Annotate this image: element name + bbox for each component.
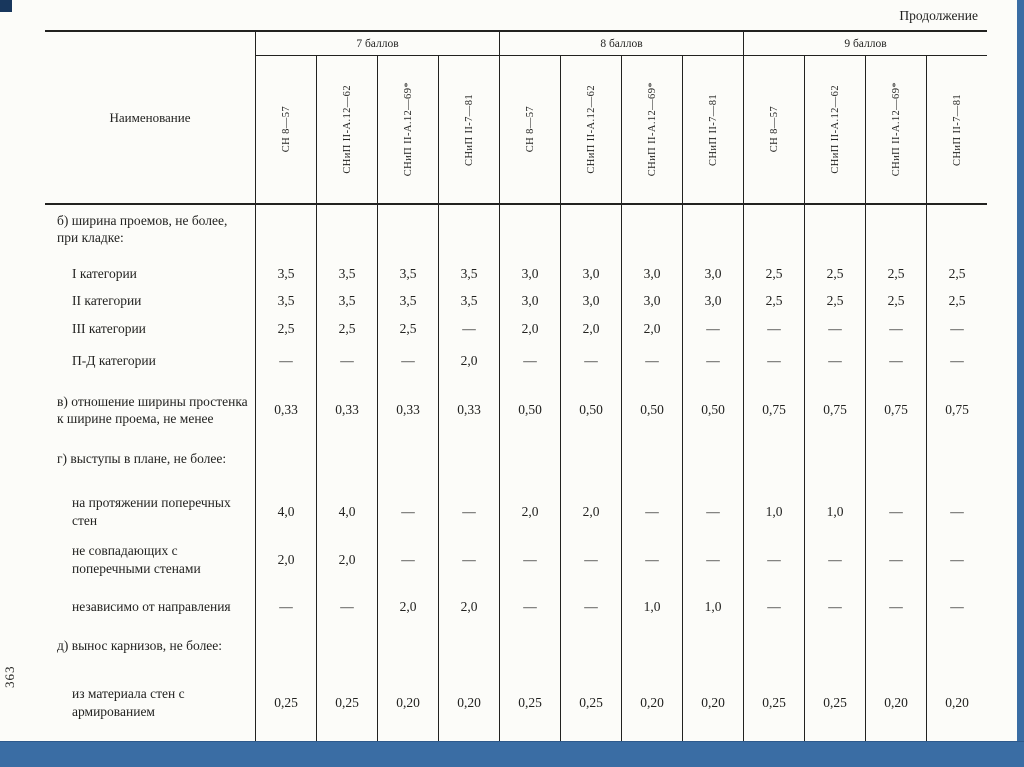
table-row (45, 314, 987, 344)
value-cell: 2,5 (804, 287, 865, 314)
value-cell: 1,0 (682, 584, 743, 630)
filler-cell (804, 730, 865, 741)
value-cell (865, 443, 926, 488)
value-cell: 0,25 (560, 675, 621, 730)
value-cell: 3,0 (499, 260, 560, 287)
value-cell: 2,5 (926, 287, 987, 314)
column-header (744, 56, 804, 203)
value-cell (804, 205, 865, 260)
column-header (926, 56, 987, 203)
value-cell: 0,75 (804, 377, 865, 443)
value-cell: — (804, 344, 865, 377)
column-header (865, 56, 926, 203)
value-cell (316, 443, 377, 488)
value-cell: 0,33 (316, 377, 377, 443)
value-cell: — (926, 584, 987, 630)
value-cell (621, 443, 682, 488)
row-name: в) отношение ширины простенка к ширине проема, не менее (57, 393, 248, 426)
value-cell: 0,33 (255, 377, 316, 443)
value-cell (377, 443, 438, 488)
value-cell: 3,0 (621, 260, 682, 287)
value-cell (865, 205, 926, 260)
column-header-label: СНиП II-А.12—69* (402, 82, 414, 177)
value-cell: 4,0 (316, 488, 377, 535)
value-cell (499, 205, 560, 260)
value-cell: 0,20 (438, 675, 499, 730)
value-cell: — (560, 584, 621, 630)
value-cell: 1,0 (743, 488, 804, 535)
value-cell (926, 630, 987, 675)
column-group (743, 32, 987, 203)
value-cell (560, 205, 621, 260)
column-header-label: СНиП II-А.12—69* (646, 82, 658, 177)
value-cell: 0,75 (926, 377, 987, 443)
value-cell: 2,5 (255, 314, 316, 344)
filler-cell (865, 730, 926, 741)
filler-cell (377, 730, 438, 741)
value-cell: 2,0 (377, 584, 438, 630)
value-cell: — (682, 535, 743, 584)
value-cell: 2,0 (316, 535, 377, 584)
value-cell: 1,0 (621, 584, 682, 630)
value-cell: 3,5 (438, 287, 499, 314)
value-cell: — (682, 314, 743, 344)
group-label: 9 баллов (744, 32, 987, 56)
value-cell: — (804, 535, 865, 584)
value-cell (804, 630, 865, 675)
value-cell: 2,5 (743, 260, 804, 287)
group-label: 8 баллов (500, 32, 743, 56)
value-cell: — (865, 314, 926, 344)
value-cell (804, 443, 865, 488)
row-name: не совпадающих с поперечными стенами (72, 543, 201, 576)
value-cell: 0,50 (499, 377, 560, 443)
value-cell: — (743, 314, 804, 344)
value-cell: — (560, 535, 621, 584)
value-cell: — (621, 535, 682, 584)
value-cell: 2,5 (865, 260, 926, 287)
value-cell: — (499, 344, 560, 377)
value-cell: 0,25 (804, 675, 865, 730)
row-name: I категории (72, 265, 137, 281)
column-header (438, 56, 499, 203)
column-header-label: СНиП II-А.12—62 (829, 85, 841, 174)
filler-cell (682, 730, 743, 741)
value-cell: 3,0 (560, 287, 621, 314)
value-cell (255, 443, 316, 488)
value-cell: 0,50 (682, 377, 743, 443)
value-cell: 0,25 (499, 675, 560, 730)
value-cell (438, 630, 499, 675)
value-cell: — (926, 314, 987, 344)
table-row (45, 675, 987, 730)
row-name: II категории (72, 292, 142, 308)
value-cell: 2,0 (499, 488, 560, 535)
standards-comparison-table (45, 30, 987, 741)
value-cell: — (438, 314, 499, 344)
row-name: из материала стен с армированием (72, 686, 185, 719)
value-cell: 0,25 (255, 675, 316, 730)
value-cell (499, 443, 560, 488)
value-cell: 4,0 (255, 488, 316, 535)
table-header (45, 30, 987, 205)
value-cell (255, 630, 316, 675)
value-cell: 2,5 (377, 314, 438, 344)
value-cell: 2,0 (560, 488, 621, 535)
table-row (45, 630, 987, 675)
value-cell: 2,5 (926, 260, 987, 287)
continuation-label: Продолжение (899, 8, 978, 23)
value-cell: — (377, 488, 438, 535)
value-cell: 3,0 (499, 287, 560, 314)
column-header (256, 56, 316, 203)
column-header-label: СНиП II-А.12—62 (585, 85, 597, 174)
value-cell: — (743, 584, 804, 630)
value-cell (743, 443, 804, 488)
value-cell: 0,75 (743, 377, 804, 443)
value-cell: 0,20 (865, 675, 926, 730)
value-cell: — (926, 344, 987, 377)
value-cell: — (499, 535, 560, 584)
value-cell: 2,0 (560, 314, 621, 344)
value-cell: 0,20 (621, 675, 682, 730)
table-row (45, 443, 987, 488)
table-body (45, 205, 987, 741)
value-cell: — (316, 584, 377, 630)
value-cell: 0,50 (621, 377, 682, 443)
table-row (45, 488, 987, 535)
value-cell: — (560, 344, 621, 377)
value-cell (621, 630, 682, 675)
value-cell: — (377, 344, 438, 377)
column-header (804, 56, 865, 203)
value-cell: — (255, 584, 316, 630)
value-cell: — (865, 344, 926, 377)
value-cell: 2,0 (255, 535, 316, 584)
table-row (45, 584, 987, 630)
value-cell: — (316, 344, 377, 377)
value-cell: 0,25 (316, 675, 377, 730)
table-row (45, 535, 987, 584)
name-column-header: Наименование (109, 109, 191, 125)
column-header-label: СНиП II-А.12—62 (341, 85, 353, 174)
value-cell: 3,5 (377, 260, 438, 287)
value-cell: 3,0 (682, 260, 743, 287)
value-cell: — (255, 344, 316, 377)
filler-cell (316, 730, 377, 741)
value-cell (316, 205, 377, 260)
value-cell: — (377, 535, 438, 584)
value-cell: 2,5 (865, 287, 926, 314)
row-name: III категории (72, 321, 146, 337)
value-cell: 3,0 (682, 287, 743, 314)
value-cell: 0,20 (377, 675, 438, 730)
value-cell: — (926, 488, 987, 535)
value-cell (438, 443, 499, 488)
column-header (560, 56, 621, 203)
value-cell: 2,0 (438, 584, 499, 630)
value-cell: — (865, 584, 926, 630)
value-cell (682, 443, 743, 488)
filler-name (45, 730, 255, 741)
row-name: б) ширина проемов, не более, при кладке: (57, 213, 228, 246)
value-cell: 0,75 (865, 377, 926, 443)
value-cell (499, 630, 560, 675)
value-cell: 2,0 (499, 314, 560, 344)
column-header (682, 56, 743, 203)
corner-decoration (0, 0, 12, 12)
value-cell: 3,5 (438, 260, 499, 287)
column-header (316, 56, 377, 203)
filler-cell (926, 730, 987, 741)
value-cell: 2,0 (438, 344, 499, 377)
value-cell: 2,0 (621, 314, 682, 344)
column-header-label: СН 8—57 (280, 106, 292, 153)
value-cell (255, 205, 316, 260)
value-cell: — (743, 535, 804, 584)
value-cell: — (743, 344, 804, 377)
value-cell (743, 205, 804, 260)
value-cell (438, 205, 499, 260)
value-cell: 2,5 (316, 314, 377, 344)
filler-cell (560, 730, 621, 741)
group-columns (256, 56, 499, 203)
value-cell: — (682, 488, 743, 535)
value-cell: — (804, 584, 865, 630)
filler-cell (743, 730, 804, 741)
value-cell: 3,5 (255, 287, 316, 314)
value-cell (926, 205, 987, 260)
table-row (45, 205, 987, 260)
row-name: на протяжении поперечных стен (72, 495, 231, 528)
column-groups (255, 32, 987, 203)
row-name: П-Д категории (72, 352, 156, 368)
filler-cell (499, 730, 560, 741)
value-cell: — (682, 344, 743, 377)
value-cell: — (926, 535, 987, 584)
column-header-label: СН 8—57 (524, 106, 536, 153)
value-cell: 0,20 (926, 675, 987, 730)
filler-cell (621, 730, 682, 741)
table-row (45, 377, 987, 443)
column-header-label: СНиП II-7—81 (463, 93, 475, 166)
group-columns (744, 56, 987, 203)
value-cell: 0,20 (682, 675, 743, 730)
table-row (45, 344, 987, 377)
value-cell: — (621, 344, 682, 377)
column-header (500, 56, 560, 203)
value-cell (926, 443, 987, 488)
value-cell: — (865, 488, 926, 535)
table-filler-row (45, 730, 987, 741)
value-cell (682, 205, 743, 260)
column-header-label: СНиП II-7—81 (707, 93, 719, 166)
value-cell (377, 205, 438, 260)
value-cell (560, 630, 621, 675)
column-header (377, 56, 438, 203)
page-number: 363 (2, 665, 17, 688)
value-cell (682, 630, 743, 675)
value-cell: 0,25 (743, 675, 804, 730)
column-header-label: СНиП II-7—81 (951, 93, 963, 166)
value-cell: 3,0 (560, 260, 621, 287)
filler-cell (438, 730, 499, 741)
value-cell: 3,5 (316, 287, 377, 314)
value-cell: 0,50 (560, 377, 621, 443)
value-cell: 3,0 (621, 287, 682, 314)
value-cell: — (438, 488, 499, 535)
value-cell: — (499, 584, 560, 630)
row-name: независимо от направления (72, 599, 231, 615)
value-cell: 0,33 (438, 377, 499, 443)
column-group (499, 32, 743, 203)
value-cell: — (865, 535, 926, 584)
value-cell (316, 630, 377, 675)
value-cell: — (621, 488, 682, 535)
table-row (45, 287, 987, 314)
table-row (45, 260, 987, 287)
value-cell (377, 630, 438, 675)
value-cell: — (804, 314, 865, 344)
filler-cell (255, 730, 316, 741)
value-cell: 1,0 (804, 488, 865, 535)
group-label: 7 баллов (256, 32, 499, 56)
column-header-label: СН 8—57 (768, 106, 780, 153)
row-name: г) выступы в плане, не более: (57, 451, 227, 466)
value-cell: — (438, 535, 499, 584)
value-cell: 3,5 (377, 287, 438, 314)
value-cell (560, 443, 621, 488)
value-cell (621, 205, 682, 260)
right-edge-bar (1017, 0, 1024, 767)
value-cell: 3,5 (255, 260, 316, 287)
column-group (255, 32, 499, 203)
value-cell: 2,5 (804, 260, 865, 287)
value-cell (865, 630, 926, 675)
group-columns (500, 56, 743, 203)
column-header-label: СНиП II-А.12—69* (890, 82, 902, 177)
value-cell: 3,5 (316, 260, 377, 287)
value-cell: 0,33 (377, 377, 438, 443)
bottom-bar (0, 741, 1024, 767)
row-name: д) вынос карнизов, не более: (57, 638, 223, 653)
value-cell: 2,5 (743, 287, 804, 314)
column-header (621, 56, 682, 203)
value-cell (743, 630, 804, 675)
